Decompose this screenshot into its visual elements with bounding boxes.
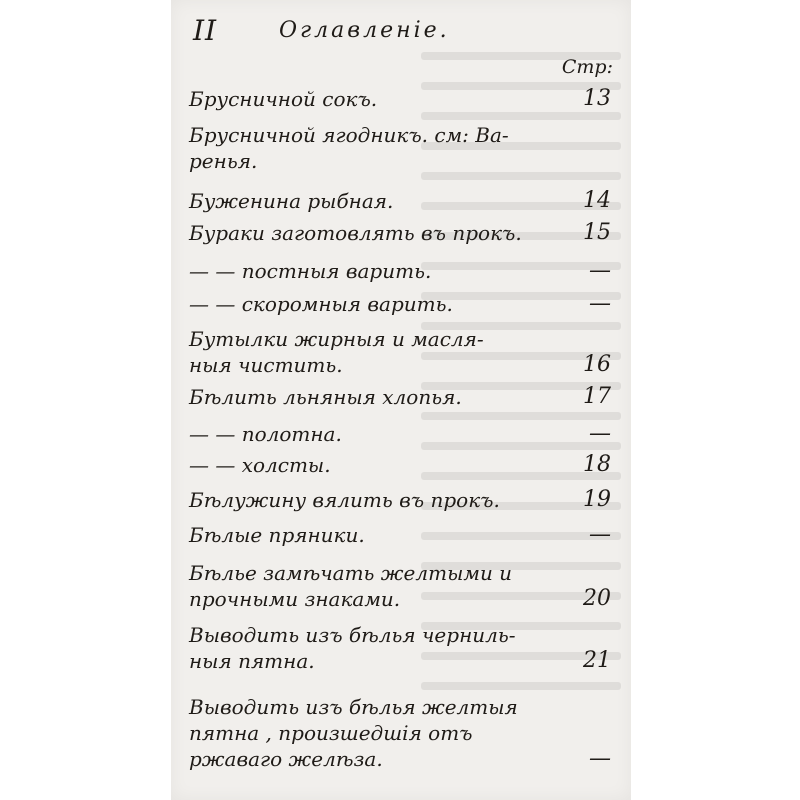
entry-text bbox=[189, 384, 549, 410]
entry-line: Бутылки жирныя и масля- bbox=[189, 327, 484, 351]
entry-line: ренья. bbox=[189, 149, 258, 173]
entry-line: Бѣлье замѣчать желтыми и bbox=[189, 561, 513, 585]
entry-line: Бѣлые пряники. bbox=[189, 523, 365, 547]
entry-page: — bbox=[589, 421, 611, 446]
entry-page: 20 bbox=[583, 586, 611, 611]
entry-line: ржаваго желѣза. bbox=[189, 747, 383, 771]
entry-page: 17 bbox=[583, 384, 611, 409]
entry-page: 21 bbox=[583, 648, 611, 673]
entry-line: — — постныя варить. bbox=[189, 259, 432, 283]
entry-line: — — холсты. bbox=[189, 453, 331, 477]
entry-line: Брусничной ягодникъ. см: Ва- bbox=[189, 123, 509, 147]
entry-text bbox=[189, 560, 549, 612]
entry-line: — — полотна. bbox=[189, 422, 342, 446]
entry-page: 13 bbox=[583, 86, 611, 111]
entry-line: Брусничной сокъ. bbox=[189, 87, 378, 111]
page-title: Оглавленіе. bbox=[279, 18, 450, 43]
entry-text bbox=[189, 487, 549, 513]
entry-text bbox=[189, 694, 549, 772]
entry-page: — bbox=[589, 746, 611, 771]
entry-text bbox=[189, 220, 549, 246]
entry-text bbox=[189, 421, 549, 447]
entry-line: пятна , произшедшія отъ bbox=[189, 721, 473, 745]
entry-page: 16 bbox=[583, 352, 611, 377]
entry-page: — bbox=[589, 258, 611, 283]
page-number: II bbox=[193, 14, 218, 47]
entry-line: Выводить изъ бѣлья желтыя bbox=[189, 695, 518, 719]
entry-page: 18 bbox=[583, 452, 611, 477]
entry-page: 14 bbox=[583, 188, 611, 213]
entry-line: Бѣлужину вялить въ прокъ. bbox=[189, 488, 500, 512]
entry-text bbox=[189, 522, 549, 548]
entry-text bbox=[189, 326, 549, 378]
entry-text bbox=[189, 258, 549, 284]
entry-line: Бѣлить льняныя хлопья. bbox=[189, 385, 462, 409]
entry-text bbox=[189, 86, 549, 112]
entry-page: — bbox=[589, 291, 611, 316]
entry-page: 15 bbox=[583, 220, 611, 245]
entry-line: — — скоромныя варить. bbox=[189, 292, 453, 316]
entry-line: Выводить изъ бѣлья черниль- bbox=[189, 623, 516, 647]
entry-text bbox=[189, 122, 549, 174]
entry-text bbox=[189, 622, 549, 674]
entry-text bbox=[189, 291, 549, 317]
entry-line: прочными знаками. bbox=[189, 587, 401, 611]
book-page bbox=[171, 0, 631, 800]
page-column-label: Стр: bbox=[561, 56, 613, 78]
entry-line: Буженина рыбная. bbox=[189, 189, 394, 213]
page-header bbox=[193, 12, 611, 52]
entry-line: ныя чистить. bbox=[189, 353, 343, 377]
entry-page: 19 bbox=[583, 487, 611, 512]
entry-text bbox=[189, 188, 549, 214]
entry-page: — bbox=[589, 522, 611, 547]
entry-text bbox=[189, 452, 549, 478]
entry-line: ныя пятна. bbox=[189, 649, 315, 673]
entry-line: Бураки заготовлять въ прокъ. bbox=[189, 221, 522, 245]
